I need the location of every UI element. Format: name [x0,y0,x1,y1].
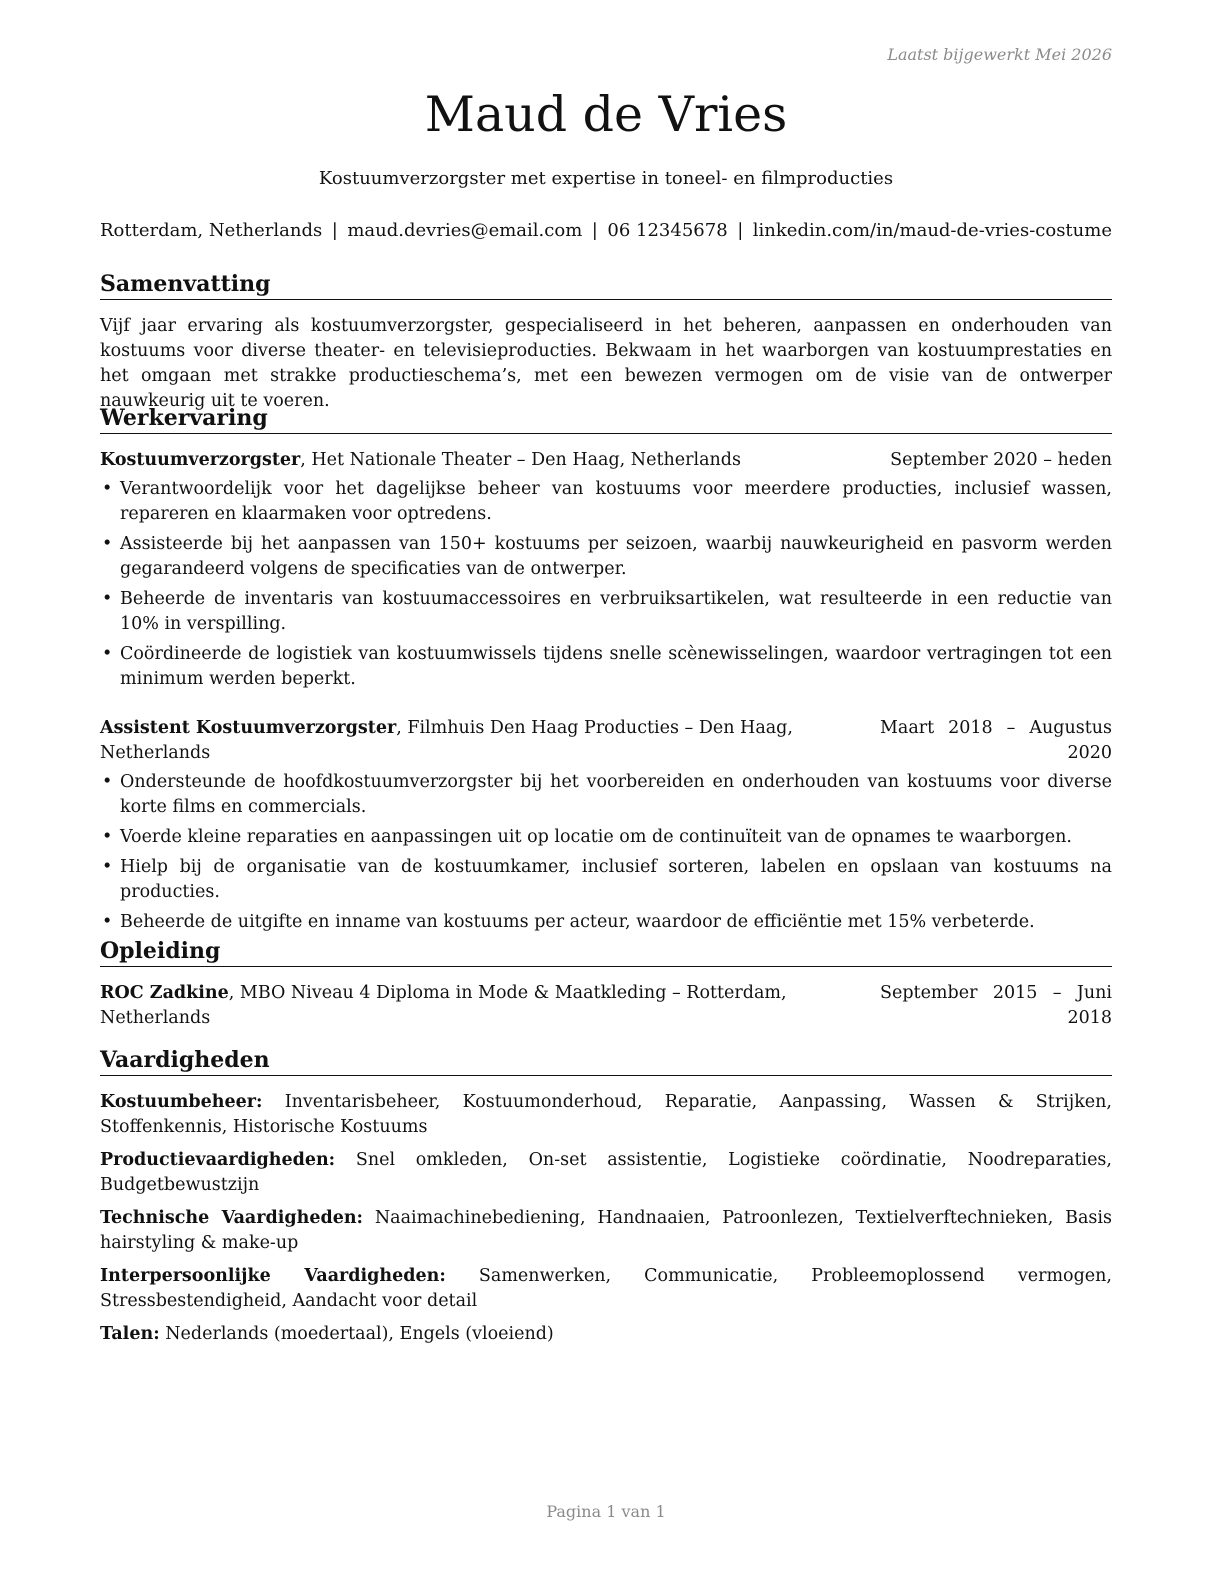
skill-group [100,1322,1112,1347]
job-role: Assistent Kostuumverzorgster [100,718,397,738]
skill-label: Talen: [100,1324,160,1344]
page-number: Pagina 1 van 1 [546,1502,666,1521]
skill-group [100,1090,1112,1140]
summary-text: Vijf jaar ervaring als kostuumverzorgster, gespecialiseerd in het beheren, aanpassen en onderhouden van kostuums voor diverse theater- en televisieproducties. Bekwaam in het waarborgen van kostuumprestaties en het omgaan met strakke productieschema’s, met een bewezen vermogen om de visie van de ontwerper nauwkeurig uit te voeren. [100,316,1112,411]
job-dates: September 2020 – heden [890,450,1112,470]
skill-items: Snel omkleden, On-set assistentie, Logistieke coördinatie, Noodreparaties, Budgetbewustzijn [100,1150,1112,1195]
job-entry [100,448,1112,697]
skills-list [100,1090,1112,1355]
skill-group [100,1206,1112,1256]
job-entry [100,716,1112,940]
skill-group [100,1264,1112,1314]
education-school: ROC Zadkine [100,983,229,1003]
skill-items: Nederlands (moedertaal), Engels (vloeiend) [165,1324,554,1344]
contact-phone: 06 12345678 [607,220,728,241]
list-item: • Voerde kleine reparaties en aanpassingen uit op locatie om de continuïteit van de opnames te waarborgen. [100,825,1112,850]
section-title-summary: Samenvatting [100,270,1112,300]
education-dates: September 2015 – Juni 2018 [880,983,1112,1028]
contact-separator: | [331,220,338,241]
contact-line [100,220,1112,241]
contact-location: Rotterdam, Netherlands [100,220,323,241]
tagline: Kostuumverzorgster met expertise in toneel- en filmproducties [318,168,894,189]
section-title-experience: Werkervaring [100,404,1112,434]
section-title-skills: Vaardigheden [100,1046,1112,1076]
skill-group [100,1148,1112,1198]
skill-items: Naaimachinebediening, Handnaaien, Patroonlezen, Textielverftechnieken, Basis hairstyling & make-up [100,1208,1112,1253]
list-item: • Beheerde de inventaris van kostuumaccessoires en verbruiksartikelen, wat resulteerde in een reductie van 10% in verspilling. [100,587,1112,637]
job-title-line [100,448,890,473]
job-role: Kostuumverzorgster [100,450,301,470]
last-updated: Laatst bijgewerkt Mei 2026 [887,45,1112,64]
skill-items: Inventarisbeheer, Kostuumonderhoud, Reparatie, Aanpassing, Wassen & Strijken, Stoffenkennis, Historische Kostuums [100,1092,1112,1137]
contact-separator: | [591,220,598,241]
list-item: • Beheerde de uitgifte en inname van kostuums per acteur, waardoor de efficiëntie met 15% verbeterde. [100,910,1112,935]
education-line [100,981,880,1031]
candidate-name: Maud de Vries [424,86,788,143]
job-bullets [100,477,1112,692]
job-header [100,448,1112,473]
skill-label: Productievaardigheden: [100,1150,336,1170]
job-dates: Maart 2018 – Augustus 2020 [880,718,1112,763]
job-org: , Filmhuis Den Haag Producties – Den Haag, Netherlands [100,718,793,763]
list-item: • Hielp bij de organisatie van de kostuumkamer, inclusief sorteren, labelen en opslaan van kostuums na producties. [100,855,1112,905]
job-bullets [100,770,1112,935]
contact-separator: | [737,220,744,241]
skill-items: Samenwerken, Communicatie, Probleemoplossend vermogen, Stressbestendigheid, Aandacht voor detail [100,1266,1112,1311]
education-detail: , MBO Niveau 4 Diploma in Mode & Maatkleding – Rotterdam, Netherlands [100,983,787,1028]
list-item: • Coördineerde de logistiek van kostuumwissels tijdens snelle scènewisselingen, waardoor vertragingen tot een minimum werden beperkt. [100,642,1112,692]
list-item: • Assisteerde bij het aanpassen van 150+ kostuums per seizoen, waarbij nauwkeurigheid en pasvorm werden gegarandeerd volgens de specificaties van de ontwerper. [100,532,1112,582]
job-header [100,716,1112,766]
contact-email[interactable]: maud.devries@email.com [347,220,583,241]
list-item: • Verantwoordelijk voor het dagelijkse beheer van kostuums voor meerdere producties, inclusief wassen, repareren en klaarmaken voor optredens. [100,477,1112,527]
section-title-education: Opleiding [100,937,1112,967]
job-title-line [100,716,880,766]
skill-label: Kostuumbeheer: [100,1092,263,1112]
skill-label: Interpersoonlijke Vaardigheden: [100,1266,446,1286]
job-org: , Het Nationale Theater – Den Haag, Netherlands [300,450,741,470]
list-item: • Ondersteunde de hoofdkostuumverzorgster bij het voorbereiden en onderhouden van kostuums voor diverse korte films en commercials. [100,770,1112,820]
education-header [100,981,1112,1031]
education-entry [100,981,1112,1031]
skill-label: Technische Vaardigheden: [100,1208,364,1228]
contact-linkedin[interactable]: linkedin.com/in/maud-de-vries-costume [752,220,1112,241]
